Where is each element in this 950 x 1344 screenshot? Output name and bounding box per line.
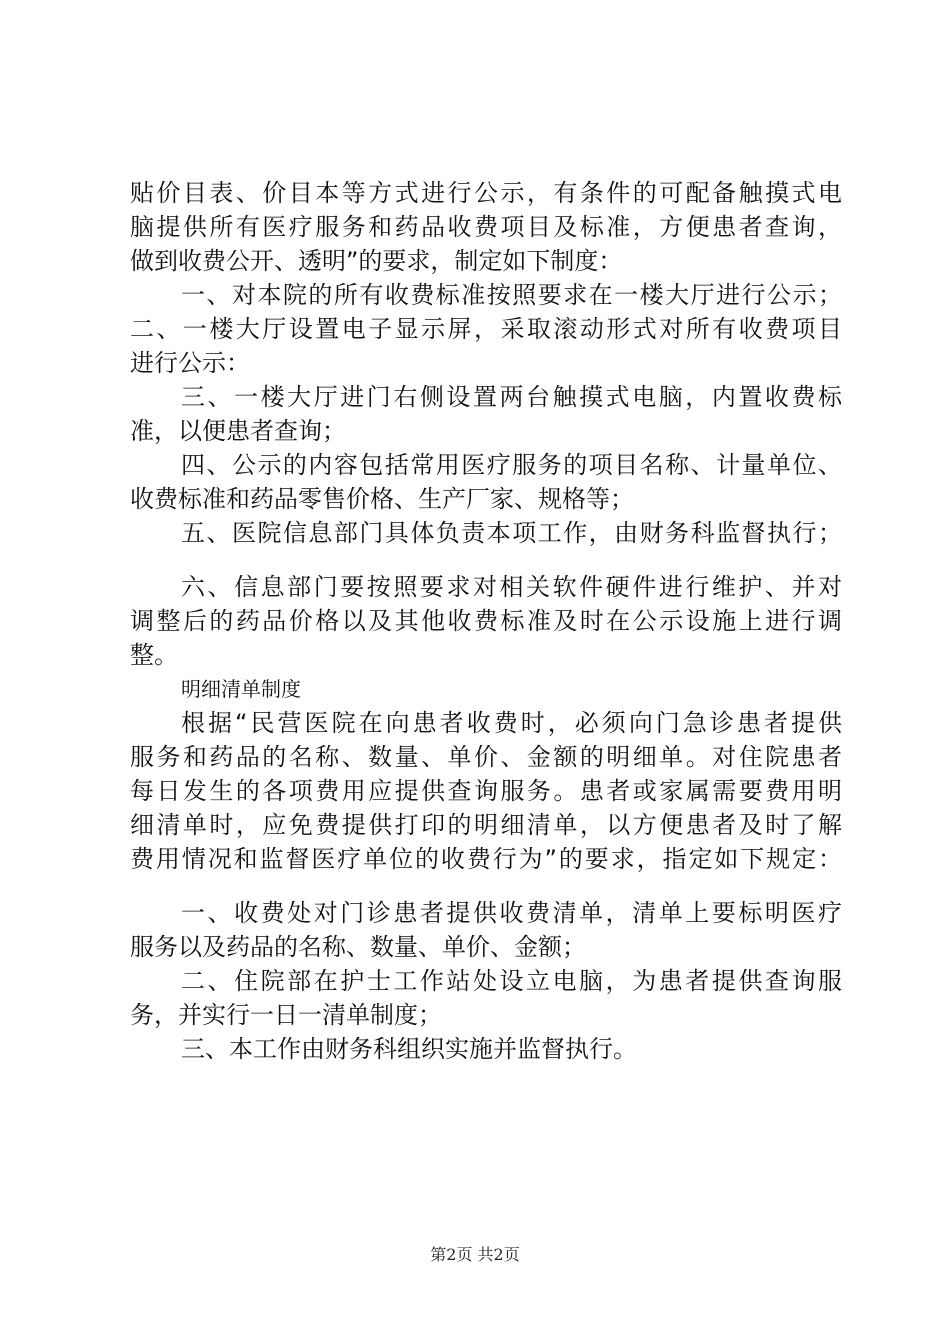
- list-item: 四、公示的内容包括常用医疗服务的项目名称、计量单位、: [181, 451, 842, 479]
- paragraph-line: 根据“民营医院在向患者收费时，必须向门急诊患者提供: [181, 709, 842, 737]
- paragraph-line: 细清单时，应免费提供打印的明细清单，以方便患者及时了解: [130, 811, 842, 839]
- paragraph-line: 进行公示：: [130, 349, 250, 377]
- paragraph-line: 收费标准和药品零售价格、生产厂家、规格等；: [130, 485, 634, 513]
- list-item: 五、医院信息部门具体负责本项工作，由财务科监督执行；: [181, 519, 842, 547]
- list-item: 三、本工作由财务科组织实施并监督执行。: [181, 1035, 637, 1063]
- paragraph-line: 每日发生的各项费用应提供查询服务。患者或家属需要费用明: [130, 777, 842, 805]
- paragraph-line: 做到收费公开、透明”的要求，制定如下制度：: [130, 247, 623, 275]
- paragraph-line: 费用情况和监督医疗单位的收费行为”的要求，指定如下规定：: [130, 845, 842, 873]
- list-item: 一、对本院的所有收费标准按照要求在一楼大厅进行公示；: [181, 281, 842, 309]
- section-heading: 明细清单制度: [181, 677, 301, 701]
- list-item: 一、收费处对门诊患者提供收费清单，清单上要标明医疗: [181, 899, 842, 927]
- paragraph-line: 务，并实行一日一清单制度；: [130, 1001, 442, 1029]
- page-number-footer: 第2页 共2页: [430, 1245, 520, 1264]
- paragraph-line: 调整后的药品价格以及其他收费标准及时在公示设施上进行调: [130, 607, 842, 635]
- list-item: 二、住院部在护士工作站处设立电脑，为患者提供查询服: [181, 967, 842, 995]
- paragraph-line: 贴价目表、价目本等方式进行公示，有条件的可配备触摸式电: [130, 179, 842, 207]
- paragraph-line: 整。: [130, 641, 178, 669]
- list-item: 三、一楼大厅进门右侧设置两台触摸式电脑，内置收费标: [181, 383, 842, 411]
- list-item: 二、一楼大厅设置电子显示屏，采取滚动形式对所有收费项目: [130, 315, 842, 343]
- list-item: 六、信息部门要按照要求对相关软件硬件进行维护、并对: [181, 573, 842, 601]
- paragraph-line: 准，以便患者查询；: [130, 417, 346, 445]
- paragraph-line: 服务以及药品的名称、数量、单价、金额；: [130, 933, 586, 961]
- paragraph-line: 脑提供所有医疗服务和药品收费项目及标准，方便患者查询，: [130, 213, 842, 241]
- paragraph-line: 服务和药品的名称、数量、单价、金额的明细单。对住院患者: [130, 743, 842, 771]
